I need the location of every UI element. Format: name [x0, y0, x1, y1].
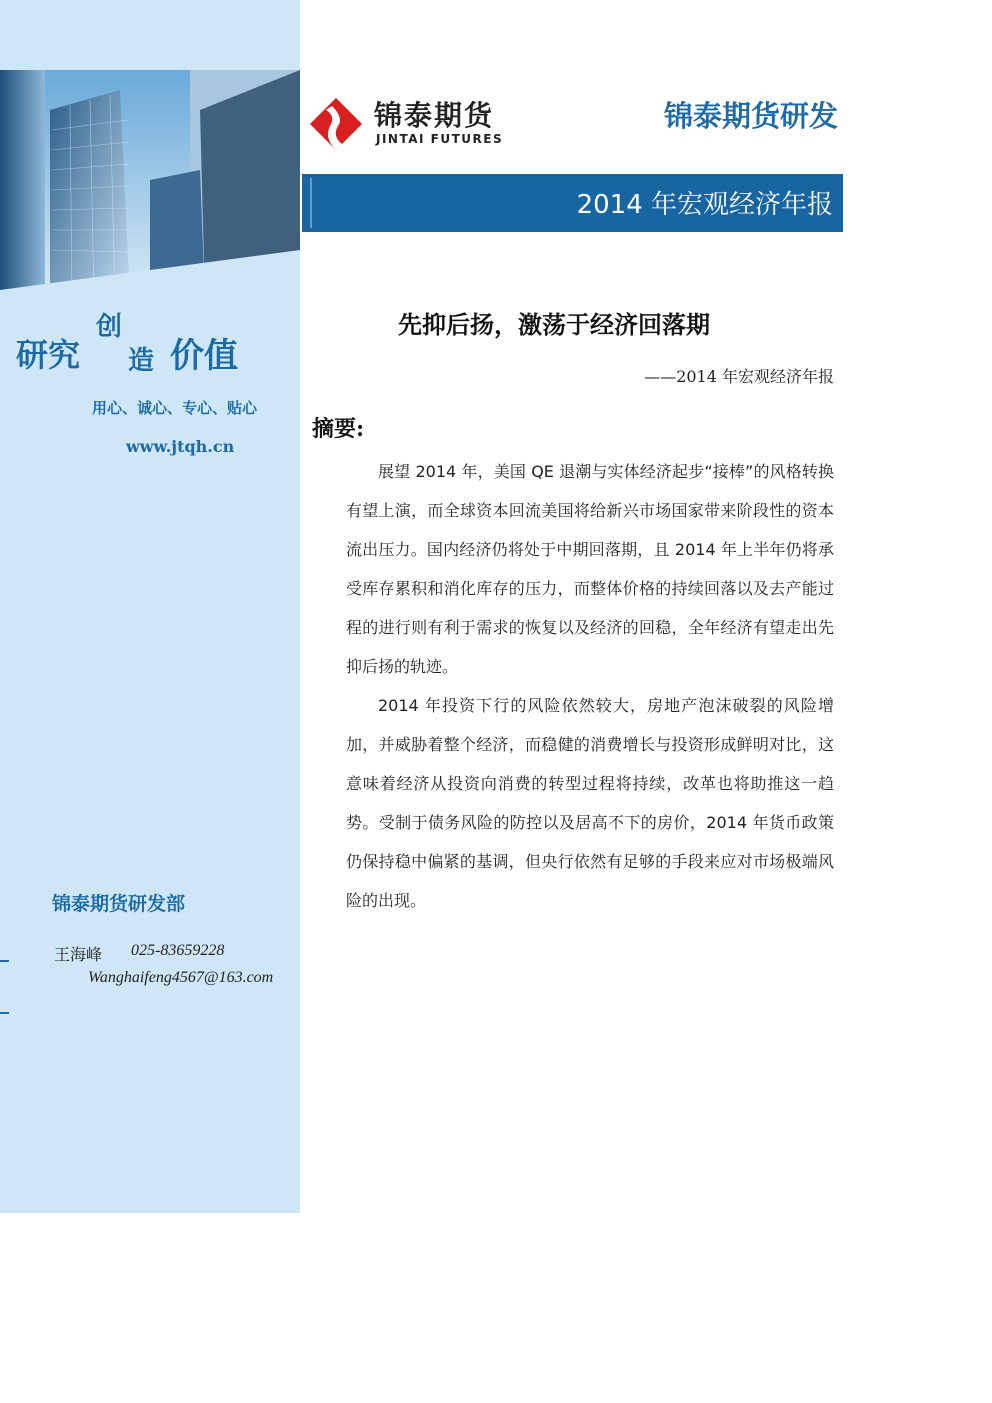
- slogan-create-1: 创: [96, 312, 123, 342]
- logo-mark-icon: [308, 96, 364, 152]
- report-title: 2014 年宏观经济年报: [576, 190, 833, 220]
- abstract-paragraph: 2014 年投资下行的风险依然较大，房地产泡沫破裂的风险增加，并威胁着整个经济，而稳健的消费增长与投资形成鲜明对比，这意味着经济从投资向消费的转型过程将持续，改革也将助推这一趋势。受制于债务风险的防控以及居高不下的房价，2014 年货币政策仍保持稳中偏紧的基调，但央行依然有足够的手段来应对市场极端风险的出现。: [346, 696, 834, 910]
- contact-phone: 025-83659228: [131, 942, 225, 959]
- slogan: [0, 300, 300, 380]
- contact-email[interactable]: Wanghaifeng4567@163.com: [88, 969, 274, 986]
- sidebar-panel: [0, 0, 300, 1213]
- company-logo: [308, 92, 528, 152]
- article-subtitle: ——2014 年宏观经济年报: [644, 367, 834, 386]
- brand-department: 锦泰期货研发: [663, 99, 838, 133]
- motto: 用心、诚心、专心、贴心: [92, 399, 258, 417]
- slogan-value: 价值: [170, 336, 238, 376]
- article-title: 先抑后扬，激荡于经济回落期: [398, 310, 710, 339]
- abstract-paragraph: 展望 2014 年，美国 QE 退潮与实体经济起步“接棒”的风格转换有望上演，而全球资本回流美国将给新兴市场国家带来阶段性的资本流出压力。国内经济仍将处于中期回落期，且 2014 年上半年仍将承受库存累积和消化库存的压力，而整体价格的持续回落以及去产能过程的进行则有利于需求的恢复以及经济的回稳，全年经济有望走出先抑后扬的轨迹。: [346, 462, 834, 676]
- report-title-bar: [302, 174, 843, 232]
- logo-chinese-name: 锦泰期货: [374, 99, 495, 132]
- logo-english-name: JINTAI FUTURES: [376, 132, 504, 146]
- bar-accent-line: [310, 178, 312, 228]
- website-link[interactable]: www.jtqh.cn: [126, 437, 235, 456]
- slogan-create-2: 造: [128, 346, 155, 376]
- slogan-research: 研究: [16, 336, 81, 374]
- abstract-heading: 摘要:: [312, 416, 365, 442]
- margin-tick: [0, 1012, 9, 1014]
- cityscape-image: [0, 70, 300, 300]
- department-name: 锦泰期货研发部: [52, 893, 186, 915]
- abstract-body: [346, 452, 834, 920]
- contact-name: 王海峰: [54, 945, 103, 964]
- margin-tick: [0, 960, 9, 962]
